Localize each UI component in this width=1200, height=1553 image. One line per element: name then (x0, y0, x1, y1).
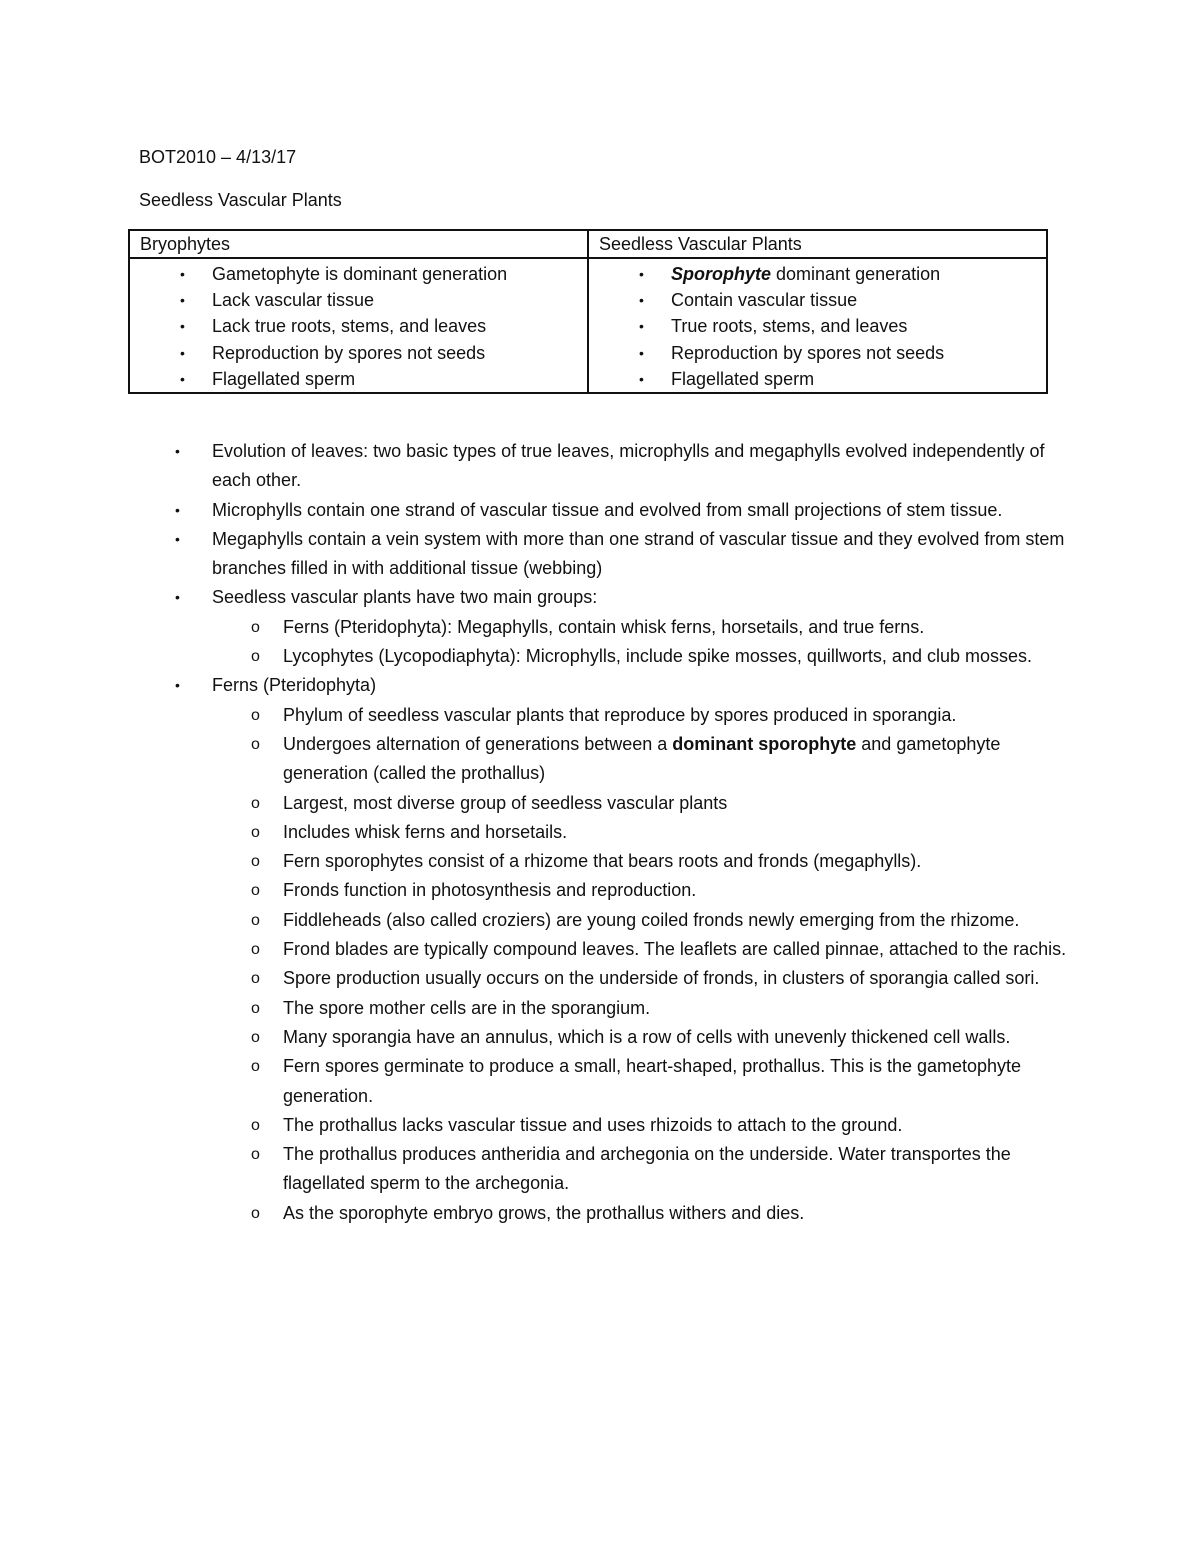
list-item (212, 1199, 1069, 1228)
note-text: The prothallus lacks vascular tissue and uses rhizoids to attach to the ground. (283, 1114, 903, 1135)
note-text: and gametophyte generation (called the prothallus) (283, 733, 1001, 784)
bullet-icon: • (639, 266, 644, 282)
list-item (140, 287, 577, 313)
note-text: Many sporangia have an annulus, which is a row of cells with unevenly thickened cell walls. (283, 1026, 1011, 1047)
list-item-text: Reproduction by spores not seeds (212, 342, 486, 363)
bullet-icon: • (180, 266, 185, 282)
seedless-vascular-cell (588, 258, 1047, 393)
sub-bullet-icon: o (251, 970, 260, 988)
note-text: Ferns (Pteridophyta): Megaphylls, contain whisk ferns, horsetails, and true ferns. (283, 616, 925, 637)
list-item (212, 701, 1069, 730)
list-item (599, 340, 1036, 366)
note-text: Fern spores germinate to produce a small, heart-shaped, prothallus. This is the gametophyte generation. (283, 1056, 1022, 1106)
list-item-text: Gametophyte is dominant generation (212, 264, 508, 284)
bold-term: dominant sporophyte (672, 733, 857, 754)
table-header-row (129, 230, 1047, 258)
list-item (139, 437, 1069, 496)
note-text: Evolution of leaves: two basic types of true leaves, microphylls and megaphylls evolved independently of each other. (212, 441, 1045, 491)
note-text: Phylum of seedless vascular plants that reproduce by spores produced in sporangia. (283, 704, 957, 725)
comparison-table (128, 229, 1048, 394)
topic-title: Seedless Vascular Plants (139, 190, 342, 210)
note-text: Frond blades are typically compound leaves. The leaflets are called pinnae, attached to the rachis. (283, 939, 1067, 960)
list-item-text: Flagellated sperm (212, 368, 356, 389)
sub-bullet-icon: o (251, 823, 260, 841)
list-item (212, 1140, 1069, 1199)
note-text: Megaphylls contain a vein system with more than one strand of vascular tissue and they evolved from stem branches filled in with additional tissue (webbing) (212, 528, 1065, 579)
sub-bullet-icon: o (251, 911, 260, 929)
note-text: Includes whisk ferns and horsetails. (283, 821, 568, 842)
list-item (140, 313, 577, 339)
list-item (139, 496, 1069, 525)
list-item (212, 1023, 1069, 1052)
bullet-icon: • (175, 589, 180, 606)
list-item (212, 906, 1069, 935)
note-text: Lycophytes (Lycopodiaphyta): Microphylls, include spike mosses, quillworts, and club mosses. (283, 646, 1033, 667)
list-item (212, 876, 1069, 905)
note-text: Spore production usually occurs on the underside of fronds, in clusters of sporangia called sori. (283, 968, 1040, 989)
note-text: Largest, most diverse group of seedless vascular plants (283, 792, 728, 813)
column-heading-seedless-vascular: Seedless Vascular Plants (588, 230, 1047, 258)
note-text: Fiddleheads (also called croziers) are young coiled fronds newly emerging from the rhizome. (283, 909, 1020, 930)
sub-bullet-icon: o (251, 706, 260, 724)
bullet-icon: • (639, 318, 644, 335)
bullet-icon: • (175, 677, 180, 694)
list-item (212, 964, 1069, 993)
list-item (140, 366, 577, 392)
sub-bullet-icon: o (251, 648, 260, 666)
bullet-icon: • (180, 370, 185, 387)
list-item (212, 789, 1069, 818)
sub-bullet-icon: o (251, 618, 260, 636)
bullet-icon: • (180, 344, 185, 361)
emphasized-term: Sporophyte (671, 264, 772, 284)
column-heading-bryophytes: Bryophytes (129, 230, 588, 258)
list-item (212, 935, 1069, 964)
bullet-icon: • (180, 318, 185, 335)
sub-bullet-icon: o (251, 853, 260, 871)
list-item (212, 847, 1069, 876)
sub-bullet-icon: o (251, 1146, 260, 1164)
ferns-sublist (212, 701, 1069, 1228)
note-text: Fern sporophytes consist of a rhizome that bears roots and fronds (megaphylls). (283, 851, 922, 872)
list-item (140, 261, 577, 287)
list-item (139, 671, 1069, 1228)
note-text: Ferns (Pteridophyta) (212, 675, 377, 696)
list-item-text: True roots, stems, and leaves (671, 316, 908, 337)
list-item (140, 340, 577, 366)
list-item (599, 313, 1036, 339)
list-item (212, 613, 1069, 642)
list-item (599, 287, 1036, 313)
course-date-heading: BOT2010 – 4/13/17 (139, 147, 297, 167)
list-item-text: Contain vascular tissue (671, 290, 858, 311)
groups-sublist (212, 613, 1069, 672)
list-item (212, 642, 1069, 671)
note-text: Seedless vascular plants have two main groups: (212, 587, 598, 608)
list-item (212, 994, 1069, 1023)
sub-bullet-icon: o (251, 1116, 260, 1134)
note-text: As the sporophyte embryo grows, the prothallus withers and dies. (283, 1202, 805, 1223)
list-item-text: Flagellated sperm (671, 368, 815, 389)
note-text: The spore mother cells are in the sporangium. (283, 997, 651, 1018)
list-item (212, 1111, 1069, 1140)
list-item-text: Reproduction by spores not seeds (671, 342, 945, 363)
sub-bullet-icon: o (251, 1204, 260, 1222)
list-item-text: dominant generation (771, 264, 941, 284)
list-item (212, 730, 1069, 789)
notes-list (139, 437, 1069, 1228)
list-item (139, 583, 1069, 671)
list-item (139, 525, 1069, 584)
sub-bullet-icon: o (251, 1028, 260, 1046)
sub-bullet-icon: o (251, 941, 260, 959)
note-text: The prothallus produces antheridia and archegonia on the underside. Water transportes the flagellated sperm to the archegonia. (283, 1144, 1011, 1194)
list-item (599, 366, 1036, 392)
bullet-icon: • (175, 443, 180, 459)
bullet-icon: • (180, 292, 185, 309)
note-text: Fronds function in photosynthesis and reproduction. (283, 880, 697, 901)
note-text: Undergoes alternation of generations between a (283, 733, 673, 754)
bullet-icon: • (175, 530, 180, 547)
bullet-icon: • (175, 501, 180, 518)
sub-bullet-icon: o (251, 999, 260, 1017)
bryophytes-list (140, 261, 577, 392)
bullet-icon: • (639, 292, 644, 309)
sub-bullet-icon: o (251, 735, 260, 753)
table-body-row (129, 258, 1047, 393)
sub-bullet-icon: o (251, 882, 260, 900)
sub-bullet-icon: o (251, 1058, 260, 1076)
bryophytes-cell (129, 258, 588, 393)
list-item (212, 818, 1069, 847)
bullet-icon: • (639, 344, 644, 361)
list-item (212, 1052, 1069, 1111)
list-item-text: Lack true roots, stems, and leaves (212, 316, 487, 337)
list-item (599, 261, 1036, 287)
list-item-text: Lack vascular tissue (212, 290, 375, 311)
note-text: Microphylls contain one strand of vascular tissue and evolved from small projections of stem tissue. (212, 499, 1003, 520)
sub-bullet-icon: o (251, 794, 260, 812)
seedless-vascular-list (599, 261, 1036, 392)
bullet-icon: • (639, 370, 644, 387)
